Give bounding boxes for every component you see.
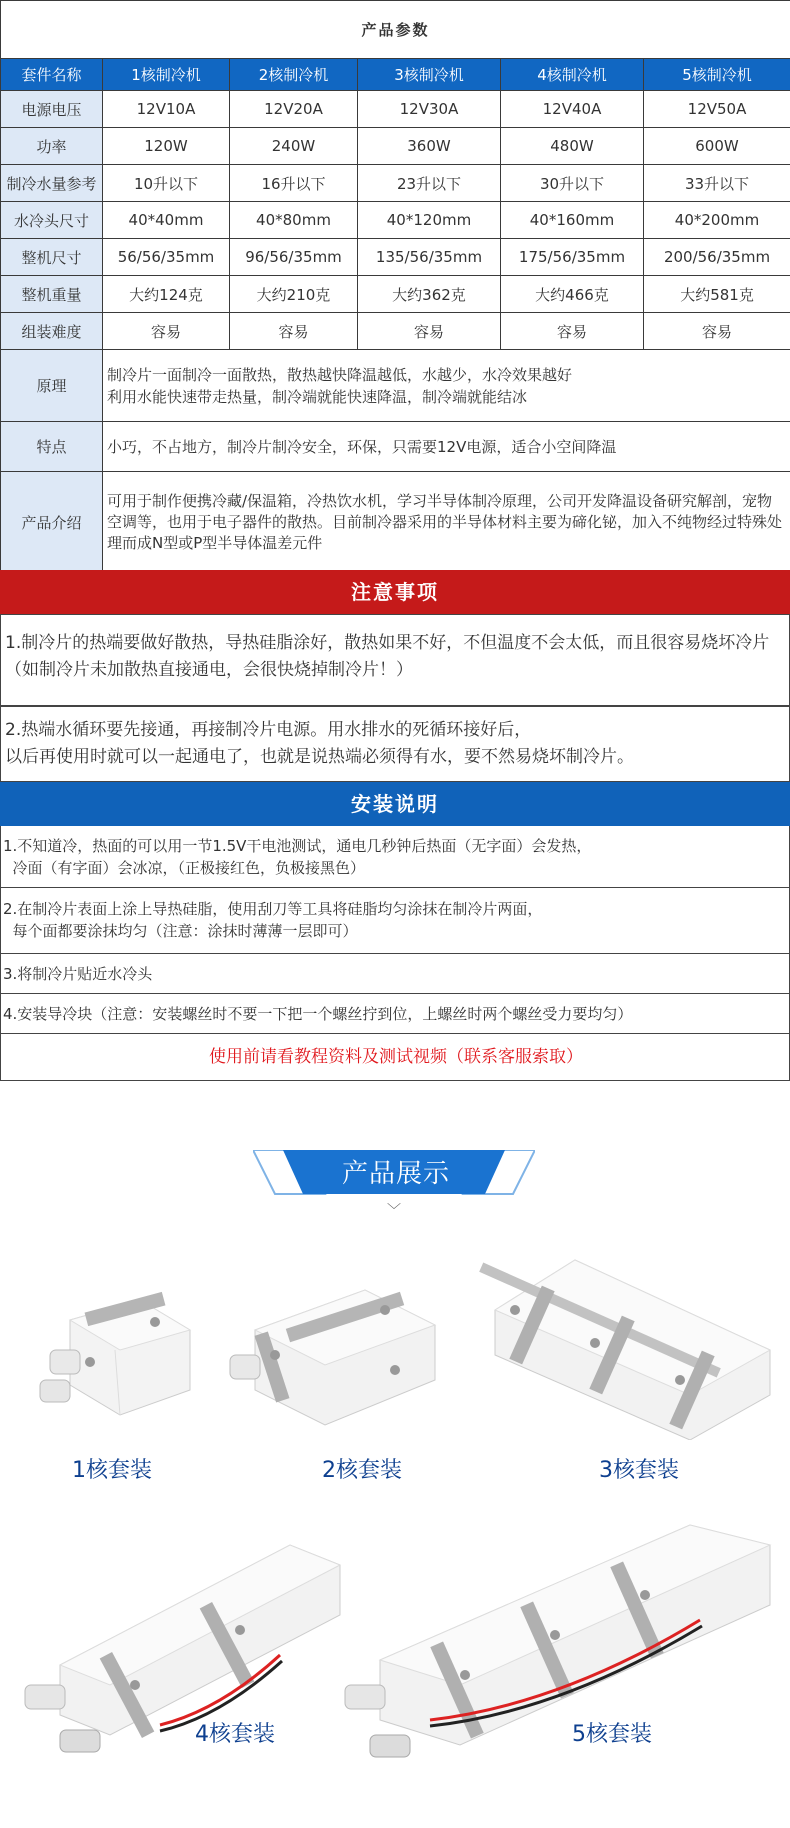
install-step-4: 4.安装导冷块（注意：安装螺丝时不要一下把一个螺丝拧到位，上螺丝时两个螺丝受力要均匀） xyxy=(0,994,790,1034)
product-5-core-image xyxy=(340,1520,780,1770)
header-cell: 1核制冷机 xyxy=(103,59,230,91)
table-cell: 33升以下 xyxy=(644,165,790,202)
table-cell: 容易 xyxy=(230,313,358,350)
table-cell: 12V20A xyxy=(230,91,358,128)
row-label: 整机尺寸 xyxy=(1,239,103,276)
showcase-title: 产品展示 xyxy=(341,1159,450,1189)
principle-line: 利用水能快速带走热量，制冷端就能快速降温，制冷端就能结冰 xyxy=(107,387,528,406)
row-label: 电源电压 xyxy=(1,91,103,128)
table-cell: 10升以下 xyxy=(103,165,230,202)
product-label-2: 2核套装 xyxy=(322,1458,402,1483)
install-title-bar: 安装说明 xyxy=(0,782,790,826)
install-line: 1.不知道冷，热面的可以用一节1.5V干电池测试，通电几秒钟后热面（无字面）会发热， xyxy=(3,837,592,855)
table-cell: 大约581克 xyxy=(644,276,790,313)
table-row xyxy=(1,313,790,350)
table-cell: 360W xyxy=(358,128,501,165)
install-line: 2.在制冷片表面上涂上导热硅脂，使用刮刀等工具将硅脂均匀涂抹在制冷片两面， xyxy=(3,900,543,918)
install-step-2 xyxy=(0,888,790,954)
install-step-1 xyxy=(0,826,790,888)
intro-label: 产品介绍 xyxy=(1,472,103,573)
row-label: 整机重量 xyxy=(1,276,103,313)
table-cell: 175/56/35mm xyxy=(501,239,644,276)
header-cell: 3核制冷机 xyxy=(358,59,501,91)
notice-item-2 xyxy=(0,706,790,782)
table-cell: 40*200mm xyxy=(644,202,790,239)
header-cell: 套件名称 xyxy=(1,59,103,91)
product-label-1: 1核套装 xyxy=(72,1458,152,1483)
table-cell: 40*40mm xyxy=(103,202,230,239)
table-row xyxy=(1,202,790,239)
row-label: 功率 xyxy=(1,128,103,165)
product-label-3: 3核套装 xyxy=(599,1458,679,1483)
table-row xyxy=(1,128,790,165)
table-cell: 大约362克 xyxy=(358,276,501,313)
table-cell: 容易 xyxy=(644,313,790,350)
table-cell: 12V40A xyxy=(501,91,644,128)
parameters-table xyxy=(0,0,790,573)
table-cell: 135/56/35mm xyxy=(358,239,501,276)
product-4-core-image xyxy=(20,1535,350,1765)
row-label: 制冷水量参考 xyxy=(1,165,103,202)
parameters-title: 产品参数 xyxy=(1,1,790,59)
principle-label: 原理 xyxy=(1,350,103,422)
product-label-4: 4核套装 xyxy=(195,1722,275,1747)
notice-title-bar: 注意事项 xyxy=(0,570,790,614)
table-cell: 40*120mm xyxy=(358,202,501,239)
product-1-core-image xyxy=(30,1280,200,1430)
table-cell: 96/56/35mm xyxy=(230,239,358,276)
principle-line: 制冷片一面制冷一面散热，散热越快降温越低，水越少，水冷效果越好 xyxy=(107,365,573,384)
table-row xyxy=(1,165,790,202)
table-cell: 大约124克 xyxy=(103,276,230,313)
table-cell: 56/56/35mm xyxy=(103,239,230,276)
table-cell: 480W xyxy=(501,128,644,165)
principle-text xyxy=(103,350,790,422)
header-cell: 4核制冷机 xyxy=(501,59,644,91)
table-cell: 30升以下 xyxy=(501,165,644,202)
table-cell: 12V50A xyxy=(644,91,790,128)
row-label: 组装难度 xyxy=(1,313,103,350)
product-3-core-image xyxy=(465,1255,775,1440)
notice-line: 以后再使用时就可以一起通电了，也就是说热端必须得有水，要不然易烧坏制冷片。 xyxy=(5,747,634,767)
features-row xyxy=(1,422,790,472)
features-label: 特点 xyxy=(1,422,103,472)
chevron-down-icon: ﹀ xyxy=(387,1203,401,1219)
table-cell: 容易 xyxy=(358,313,501,350)
table-cell: 23升以下 xyxy=(358,165,501,202)
row-label: 水冷头尺寸 xyxy=(1,202,103,239)
table-cell: 40*160mm xyxy=(501,202,644,239)
table-row xyxy=(1,276,790,313)
product-2-core-image xyxy=(225,1270,445,1440)
intro-text: 可用于制作便携冷藏/保温箱，冷热饮水机，学习半导体制冷原理，公司开发降温设备研究解剖，宠物空调等，也用于电子器件的散热。目前制冷器采用的半导体材料主要为碲化铋，加入不纯物经过特殊处理而成N型或P型半导体温差元件 xyxy=(103,472,790,573)
table-cell: 容易 xyxy=(501,313,644,350)
table-row xyxy=(1,91,790,128)
install-section xyxy=(0,826,790,1081)
table-cell: 120W xyxy=(103,128,230,165)
notice-line: 2.热端水循环要先接通，再接制冷片电源。用水排水的死循环接好后， xyxy=(5,720,532,740)
header-cell: 2核制冷机 xyxy=(230,59,358,91)
table-cell: 大约210克 xyxy=(230,276,358,313)
table-cell: 16升以下 xyxy=(230,165,358,202)
table-cell: 12V10A xyxy=(103,91,230,128)
table-cell: 240W xyxy=(230,128,358,165)
table-cell: 12V30A xyxy=(358,91,501,128)
table-cell: 200/56/35mm xyxy=(644,239,790,276)
table-row xyxy=(1,239,790,276)
install-line: 冷面（有字面）会冰凉，（正极接红色，负极接黑色） xyxy=(3,859,366,877)
table-cell: 容易 xyxy=(103,313,230,350)
install-line: 每个面都要涂抹均匀（注意：涂抹时薄薄一层即可） xyxy=(3,922,358,940)
product-label-5: 5核套装 xyxy=(572,1722,652,1747)
features-text: 小巧，不占地方，制冷片制冷安全，环保，只需要12V电源，适合小空间降温 xyxy=(103,422,790,472)
table-header-row xyxy=(1,59,790,91)
notice-item-1: 1.制冷片的热端要做好散热，导热硅脂涂好，散热如果不好，不但温度不会太低，而且很容易烧坏冷片（如制冷片未加散热直接通电，会很快烧掉制冷片！） xyxy=(0,614,790,706)
intro-row xyxy=(1,472,790,573)
table-cell: 600W xyxy=(644,128,790,165)
install-footer-note: 使用前请看教程资料及测试视频（联系客服索取） xyxy=(0,1034,790,1081)
table-cell: 40*80mm xyxy=(230,202,358,239)
parameters-section xyxy=(0,0,790,573)
table-cell: 大约466克 xyxy=(501,276,644,313)
principle-row xyxy=(1,350,790,422)
install-step-3: 3.将制冷片贴近水冷头 xyxy=(0,954,790,994)
header-cell: 5核制冷机 xyxy=(644,59,790,91)
